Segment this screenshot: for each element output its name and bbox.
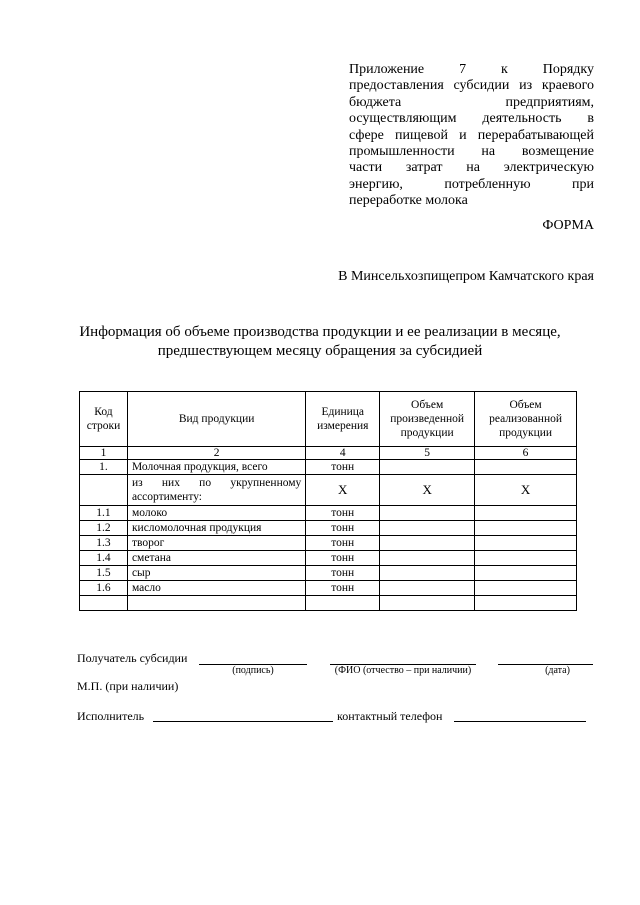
row-code: 1.4 [80,551,128,566]
empty-cell[interactable] [306,596,380,611]
appendix-note [349,62,594,210]
appendix-line: Приложение 7 к Порядку [349,62,594,77]
addressee: В Минсельхозпищепром Камчатского края [338,269,594,284]
header-product: Вид продукции [127,392,305,447]
col-number: 4 [306,447,380,460]
table-row [80,566,577,581]
fio-caption: (ФИО (отчество – при наличии) [334,665,472,676]
row-code [80,475,128,506]
row-code: 1.3 [80,536,128,551]
title-line: Информация об объеме производства продукции и ее реализации в месяце, [79,324,561,340]
table-row [80,506,577,521]
row-code: 1.6 [80,581,128,596]
col-number: 2 [127,447,305,460]
table-row-total [80,460,577,475]
table-row [80,521,577,536]
empty-cell[interactable] [80,596,128,611]
row-code: 1.5 [80,566,128,581]
appendix-line: переработке молока [349,193,468,209]
row-product: кисломолочная продукция [127,521,305,536]
row-produced-cell[interactable] [380,521,475,536]
stamp-label: М.П. (при наличии) [77,679,179,693]
appendix-line: осуществляющим деятельность в [349,111,594,127]
row-produced-cell[interactable] [380,506,475,521]
header-sold: Объем реализованной продукции [475,392,577,447]
row-unit: тонн [306,536,380,551]
header-produced: Объем произведенной продукции [380,392,475,447]
row-produced-cell[interactable] [380,566,475,581]
row-sold-cell[interactable] [475,536,577,551]
date-caption: (дата) [545,665,570,676]
col-number: 5 [380,447,475,460]
row-code: 1. [80,460,128,475]
row-code: 1.2 [80,521,128,536]
appendix-line: сфере пищевой и перерабатывающей [349,127,594,143]
signature-caption: (подпись) [232,665,274,676]
document-title [70,323,570,361]
header-code: Код строки [80,392,128,447]
row-sold-cell[interactable] [475,551,577,566]
row-sold-cell[interactable] [475,506,577,521]
row-unit: тонн [306,551,380,566]
table-row [80,536,577,551]
row-unit: тонн [306,566,380,581]
col-number: 6 [475,447,577,460]
row-produced-cell[interactable] [380,536,475,551]
phone-line[interactable] [454,721,586,722]
appendix-line: промышленности на возмещение [349,144,594,160]
appendix-line: предоставления субсидии из краевого [349,78,594,94]
row-product: сыр [127,566,305,581]
appendix-line: части затрат на электрическую [349,160,594,176]
appendix-line: бюджета предприятиям, [349,94,594,110]
column-number-row [80,447,577,460]
empty-cell[interactable] [127,596,305,611]
row-sold-cell[interactable] [475,521,577,536]
row-product: из них по укрупненному ассортименту: [127,475,305,506]
row-unit: тонн [306,521,380,536]
production-table [79,391,577,611]
row-produced-cell: X [380,475,475,506]
empty-cell[interactable] [380,596,475,611]
row-produced-cell[interactable] [380,581,475,596]
row-produced-cell[interactable] [380,551,475,566]
executor-label: Исполнитель [77,709,145,723]
col-number: 1 [80,447,128,460]
row-product: Молочная продукция, всего [127,460,305,475]
row-unit: тонн [306,506,380,521]
row-product: творог [127,536,305,551]
row-sold-cell: X [475,475,577,506]
row-product: масло [127,581,305,596]
appendix-line: энергию, потребленную при [349,176,594,192]
empty-cell[interactable] [475,596,577,611]
table-row [80,551,577,566]
recipient-label: Получатель субсидии [77,651,188,665]
row-unit: X [306,475,380,506]
row-sold-cell[interactable] [475,566,577,581]
table-header-row [80,392,577,447]
form-label: ФОРМА [542,218,594,233]
row-product: сметана [127,551,305,566]
title-line: предшествующем месяцу обращения за субсидией [157,343,483,359]
row-product: молоко [127,506,305,521]
phone-label: контактный телефон [337,709,443,723]
table-row [80,581,577,596]
row-unit: тонн [306,581,380,596]
row-unit: тонн [306,460,380,475]
row-produced-cell[interactable] [380,460,475,475]
header-unit: Единица измерения [306,392,380,447]
row-sold-cell[interactable] [475,581,577,596]
row-code: 1.1 [80,506,128,521]
row-sold-cell[interactable] [475,460,577,475]
table-row-empty [80,596,577,611]
executor-line[interactable] [153,721,333,722]
table-row-subheader [80,475,577,506]
